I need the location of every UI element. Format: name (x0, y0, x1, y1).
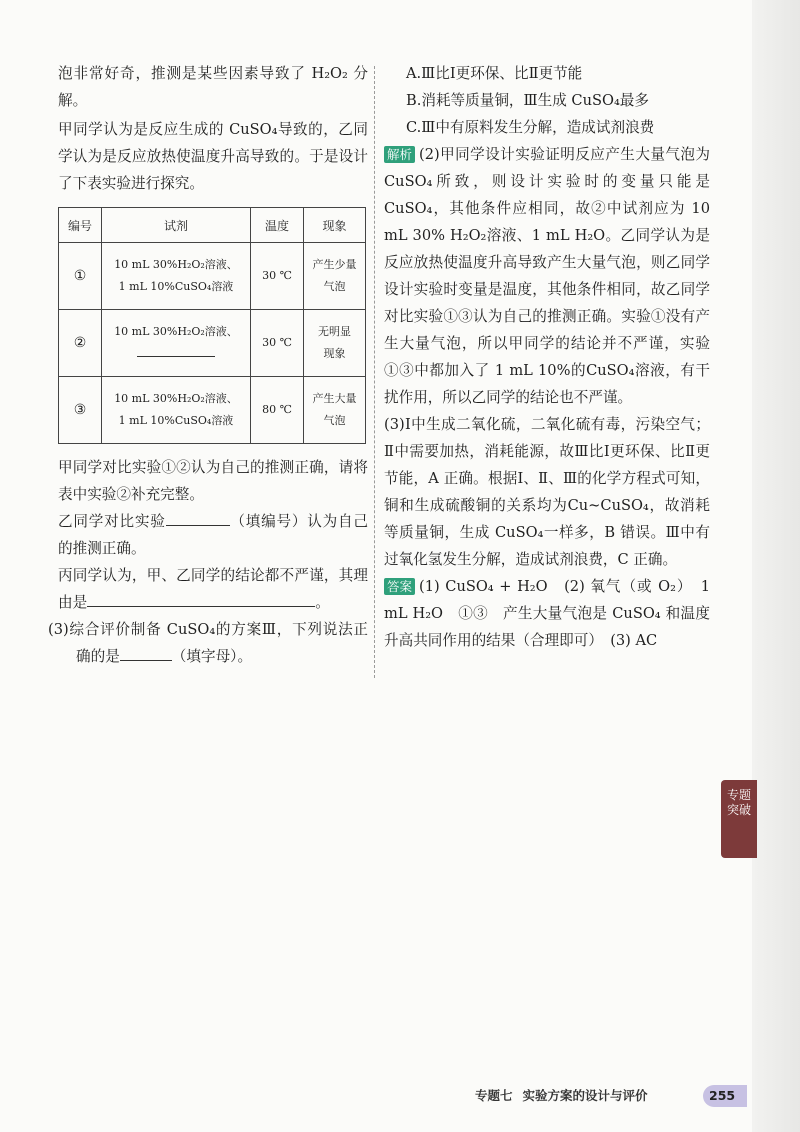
page-edge (752, 0, 800, 1132)
reagent-line: 1 mL 10%CuSO₄溶液 (118, 280, 234, 293)
page-number: 255 (703, 1085, 747, 1107)
experiment-table (58, 207, 366, 444)
table-cell-reagent (102, 377, 251, 444)
left-paragraph-5 (58, 562, 368, 616)
option-b: B.消耗等质量铜，Ⅲ生成 CuSO₄最多 (406, 92, 649, 109)
left-column (48, 60, 368, 670)
table-cell-temp: 80 ℃ (251, 377, 304, 444)
answer-blank[interactable] (87, 592, 315, 607)
phenomenon-line: 产生少量 (312, 258, 357, 271)
reagent-line: 10 mL 30%H₂O₂溶液、 (114, 325, 238, 338)
reagent-line: 1 mL 10%CuSO₄溶液 (118, 414, 234, 427)
table-header: 编号 (59, 208, 102, 243)
table-cell-phenomenon (304, 377, 366, 444)
analysis-paragraph-2: (3)Ⅰ中生成二氧化硫，二氧化硫有毒，污染空气；Ⅱ中需要加热，消耗能源，故Ⅲ比Ⅰ更环保、比Ⅱ更节能，A 正确。根据Ⅰ、Ⅱ、Ⅲ的化学方程式可知，铜和生成硫酸铜的关系均为Cu~CuSO₄，故消耗等质量铜，生成 CuSO₄一样多，B 错误。Ⅲ中有过氧化氢发生分解，造成试剂浪费，C 正确。 (384, 416, 710, 568)
analysis-tag: 解析 (384, 146, 415, 163)
answer-paragraph (384, 573, 710, 654)
phenomenon-line: 产生大量 (312, 392, 357, 405)
table-cell-reagent (102, 243, 251, 310)
page-footer (475, 1087, 648, 1105)
paragraph-text: (3)综合评价制备 CuSO₄的方案Ⅲ，下列说法正确的是 (48, 621, 368, 665)
phenomenon-line: 气泡 (323, 280, 346, 293)
reagent-line: 10 mL 30%H₂O₂溶液、 (114, 258, 238, 271)
left-paragraph-2: 甲同学认为是反应生成的 CuSO₄导致的，乙同学认为是反应放热使温度升高导致的。于是设计了下表实验进行探究。 (58, 121, 368, 192)
table-header-row (59, 208, 366, 243)
answer-blank[interactable] (120, 646, 172, 661)
phenomenon-line: 无明显 (318, 325, 351, 338)
table-cell-phenomenon (304, 310, 366, 377)
phenomenon-line: 现象 (323, 347, 346, 360)
option-c: C.Ⅲ中有原料发生分解，造成试剂浪费 (406, 119, 655, 136)
paragraph-text: 乙同学对比实验 (58, 513, 166, 530)
table-cell-no: ③ (59, 377, 102, 444)
left-paragraph-3: 甲同学对比实验①②认为自己的推测正确，请将表中实验②补充完整。 (58, 459, 368, 503)
left-paragraph-1: 泡非常好奇，推测是某些因素导致了 H₂O₂ 分解。 (58, 65, 368, 109)
side-tab-label: 专题 (726, 788, 751, 802)
analysis-text: (2)甲同学设计实验证明反应产生大量气泡为 CuSO₄所致，则设计实验时的变量只能是 CuSO₄，其他条件应相同，故②中试剂应为 10 mL 30% H₂O₂溶液、1 mL H₂O。乙同学认为是反应放热使温度升高导致产生大量气泡，则乙同学设计实验时变量是温度，其他条件相同，故乙同学对比实验①③认为自己的推测正确。实验①没有产生大量气泡，所以甲同学的结论并不严谨，实验①③中都加入了 1 mL 10%的CuSO₄溶液，有干扰作用，所以乙同学的结论也不严谨。 (384, 146, 710, 406)
left-paragraph-4 (58, 508, 368, 562)
paragraph-text: 。 (315, 594, 330, 611)
answer-text: (1) CuSO₄ + H₂O (2) 氧气（或 O₂） 1 mL H₂O ①③ 产生大量气泡是 CuSO₄ 和温度升高共同作用的结果（合理即可） (3) AC (384, 578, 710, 649)
table-header: 现象 (304, 208, 366, 243)
option-a: A.Ⅲ比Ⅰ更环保、比Ⅱ更节能 (406, 65, 583, 82)
analysis-paragraph-1 (384, 141, 710, 411)
table-row (59, 377, 366, 444)
table-cell-phenomenon (304, 243, 366, 310)
reagent-line: 10 mL 30%H₂O₂溶液、 (114, 392, 238, 405)
table-cell-reagent (102, 310, 251, 377)
table-row (59, 243, 366, 310)
column-divider (374, 66, 375, 678)
footer-chapter: 专题七 (475, 1088, 513, 1103)
table-cell-temp: 30 ℃ (251, 310, 304, 377)
table-cell-temp: 30 ℃ (251, 243, 304, 310)
table-cell-no: ① (59, 243, 102, 310)
paragraph-text: （填字母）。 (171, 648, 253, 665)
side-tab[interactable] (721, 780, 757, 858)
reagent-blank[interactable] (137, 344, 215, 357)
table-row (59, 310, 366, 377)
table-header: 试剂 (102, 208, 251, 243)
table-cell-no: ② (59, 310, 102, 377)
side-tab-label: 突破 (726, 803, 751, 817)
right-column (384, 60, 710, 654)
question-3 (48, 616, 368, 670)
paragraph-text: 丙同学认为，甲、乙同学的结论都不严谨，其理由是 (58, 567, 368, 611)
phenomenon-line: 气泡 (323, 414, 346, 427)
paragraph-text: （填编号）认为自己的推测正确。 (58, 513, 368, 557)
answer-tag: 答案 (384, 578, 415, 595)
table-header: 温度 (251, 208, 304, 243)
answer-blank[interactable] (166, 511, 230, 526)
footer-title: 实验方案的设计与评价 (522, 1088, 648, 1103)
